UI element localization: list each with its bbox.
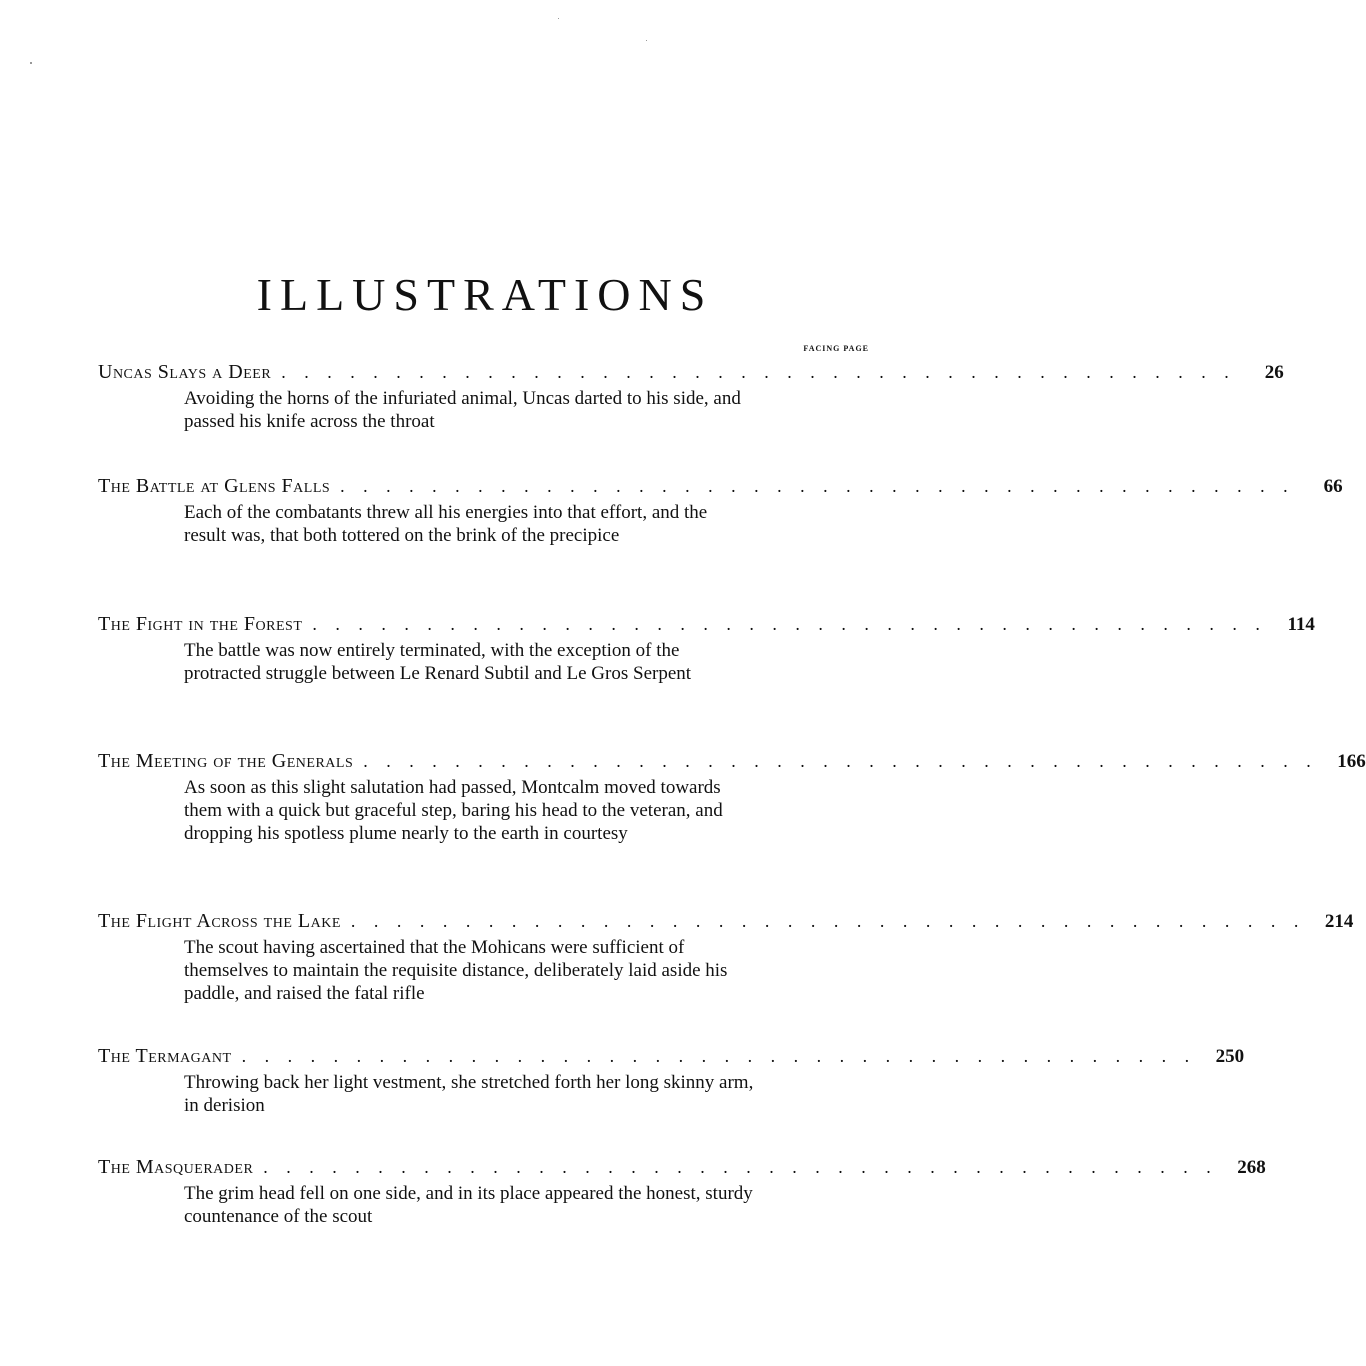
scan-speck xyxy=(646,40,647,41)
entry-heading-row xyxy=(98,360,1284,385)
dot-leader: . . . . . . . . . . . . . . . . . . . . . . . . . . . . . . . . . . . . . . . . . . xyxy=(241,1046,1197,1066)
illustration-entry xyxy=(98,360,1284,433)
entry-heading-row xyxy=(98,749,1366,774)
entry-caption: Each of the combatants threw all his energies into that effort, and the result was, that both tottered on the brink of the precipice xyxy=(184,502,708,546)
entry-page-number: 250 xyxy=(1215,1046,1245,1067)
entry-title: The Fight in the Forest xyxy=(98,613,303,635)
entry-page-number: 268 xyxy=(1237,1157,1266,1178)
illustration-entry xyxy=(98,749,1366,845)
entry-caption: As soon as this slight salutation had passed, Montcalm moved towards them with a quick but graceful step, baring his head to the veteran, and dropping his spotless plume nearly to the earth in courtesy xyxy=(184,777,723,844)
entry-page-number: 166 xyxy=(1337,751,1366,772)
entry-title: The Battle at Glens Falls xyxy=(98,475,331,497)
dot-leader: . . . . . . . . . . . . . . . . . . . . . . . . . . . . . . . . . . . . . . . . . . xyxy=(263,1157,1218,1177)
entry-page-number: 66 xyxy=(1323,476,1343,497)
entry-title: The Flight Across the Lake xyxy=(98,910,341,932)
entry-title: The Termagant xyxy=(98,1045,232,1067)
illustration-entry xyxy=(98,1044,1245,1117)
facing-page-label: FACING PAGE xyxy=(803,344,869,353)
entry-title: Uncas Slays a Deer xyxy=(98,361,272,383)
entry-heading-row xyxy=(98,1155,1266,1180)
entry-title: The Masquerader xyxy=(98,1156,254,1178)
entry-page-number: 114 xyxy=(1287,614,1315,635)
entry-caption: Avoiding the horns of the infuriated animal, Uncas darted to his side, and passed his knife across the throat xyxy=(184,388,741,432)
entry-page-number: 26 xyxy=(1264,362,1284,383)
illustration-entry xyxy=(98,1155,1266,1228)
dot-leader: . . . . . . . . . . . . . . . . . . . . . . . . . . . . . . . . . . . . . . . . . . xyxy=(281,362,1236,382)
illustration-entry xyxy=(98,474,1343,547)
dot-leader: . . . . . . . . . . . . . . . . . . . . . . . . . . . . . . . . . . . . . . . . . . xyxy=(350,911,1306,931)
entry-page-number: 214 xyxy=(1324,911,1354,932)
entry-heading-row xyxy=(98,909,1354,934)
entry-caption: The grim head fell on one side, and in its place appeared the honest, sturdy countenance of the scout xyxy=(184,1183,753,1227)
dot-leader: . . . . . . . . . . . . . . . . . . . . . . . . . . . . . . . . . . . . . . . . . . xyxy=(312,614,1267,634)
illustration-entry xyxy=(98,909,1354,1005)
entry-heading-row xyxy=(98,1044,1245,1069)
illustration-entry xyxy=(98,612,1315,685)
entry-caption: The scout having ascertained that the Mohicans were sufficient of themselves to maintain the requisite distance, deliberately laid aside his paddle, and raised the fatal rifle xyxy=(184,937,728,1004)
entry-heading-row xyxy=(98,474,1343,499)
scan-speck xyxy=(558,18,559,19)
entry-title: The Meeting of the Generals xyxy=(98,750,354,772)
entry-caption: Throwing back her light vestment, she stretched forth her long skinny arm, in derision xyxy=(184,1072,754,1116)
entry-heading-row xyxy=(98,612,1315,637)
dot-leader: . . . . . . . . . . . . . . . . . . . . . . . . . . . . . . . . . . . . . . . . . . xyxy=(340,476,1295,496)
scan-speck xyxy=(30,62,32,64)
dot-leader: . . . . . . . . . . . . . . . . . . . . . . . . . . . . . . . . . . . . . . . . . . xyxy=(363,751,1318,771)
page-title: ILLUSTRATIONS xyxy=(256,269,714,320)
entry-caption: The battle was now entirely terminated, with the exception of the protracted struggle between Le Renard Subtil and Le Gros Serpent xyxy=(184,640,692,684)
